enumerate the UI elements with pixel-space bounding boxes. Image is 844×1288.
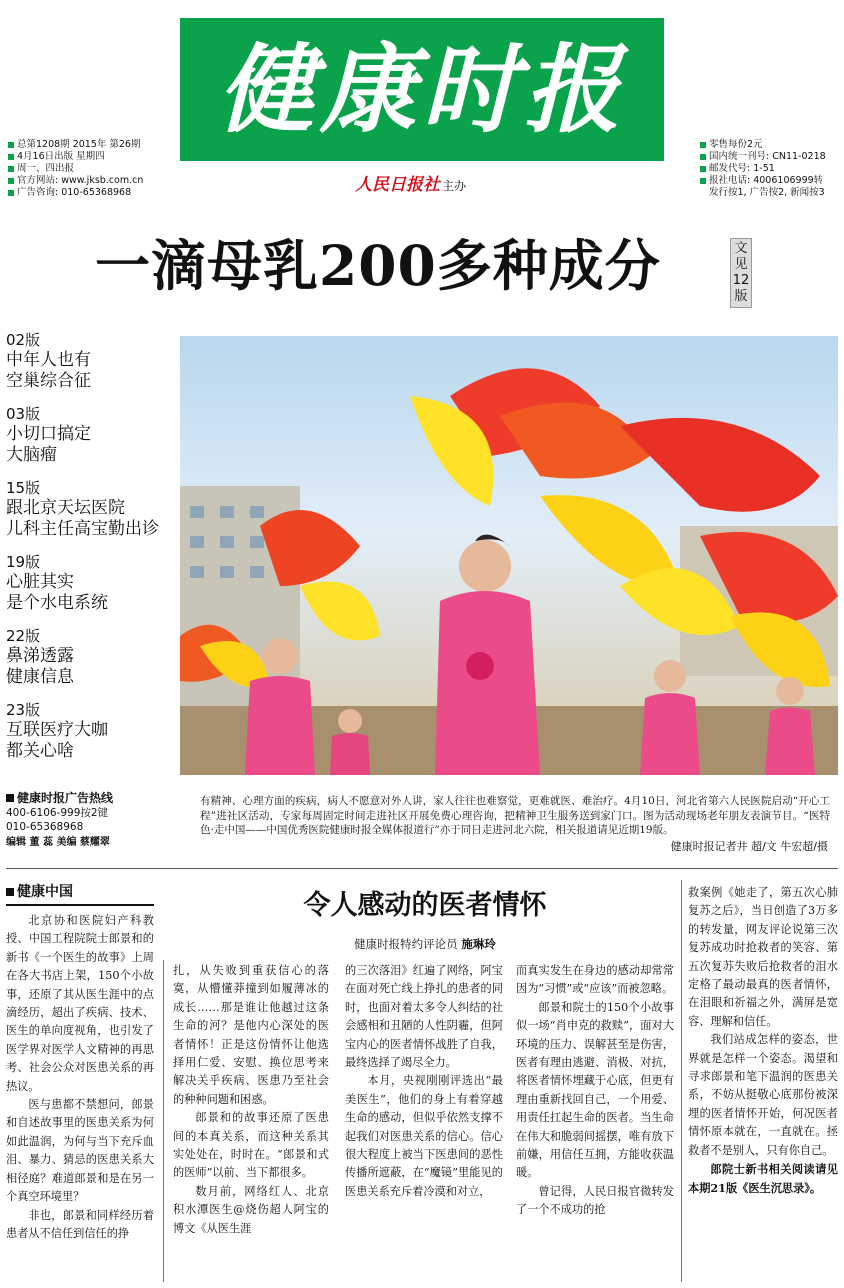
bullet-square-icon [700, 166, 706, 172]
paragraph: 郎景和院士的150个小故事似一场“肖申克的救赎”，面对大环境的压力、误解甚至是伤害，医者有理由逃避、消极、对抗，将医者情怀埋藏于心底，但更有理由重新找回自己，一个用爱、用责任扛起生命的医者。当生命在伟大和脆弱间摇摆，唯有放下前嫌，用信任互拥，方能收获温暖。 [516, 1000, 674, 1180]
toc-page: 02版 [6, 331, 41, 349]
toc-line: 都关心啥 [6, 741, 74, 761]
toc-line: 大脑瘤 [6, 445, 57, 465]
masthead-banner [180, 18, 664, 161]
ad-phone: 400-6106-999按2键 [6, 807, 109, 819]
toc-line: 空巢综合征 [6, 371, 91, 391]
right-info-block [700, 139, 844, 199]
bullet-square-icon [6, 794, 14, 802]
bullet-square-icon [8, 166, 14, 172]
info-line: 零售每份2元 [700, 139, 844, 151]
bullet-square-icon [8, 142, 14, 148]
toc-item[interactable] [6, 700, 178, 762]
toc-line: 小切口搞定 [6, 424, 91, 444]
paragraph: 救案例《她走了，第五次心肺复苏之后》，当日创造了3万多的转发量，网友评论说第三次复苏成功时抢救者的笑容、第五次复苏失败后抢救者的泪水定格了最动最真的医者情怀，在泪眼和祈福之外，满屏是宽容、理解和信任。 [688, 886, 838, 1028]
toc-page: 15版 [6, 479, 41, 497]
toc-line: 中年人也有 [6, 350, 91, 370]
author-name: 施琳玲 [461, 937, 496, 951]
bullet-square-icon [8, 190, 14, 196]
paragraph: 我们站成怎样的姿态，世界就是怎样一个姿态。渴望和寻求郎景和笔下温润的医患关系，不妨从挺敬心底那份被深埋的医者情怀开始，何况医者情怀原本就在，一直就在。拯救者不是别人，只有你自己。 [688, 1033, 838, 1157]
publisher-line [355, 170, 466, 195]
article-byline: 健康时报特约评论员 施琳玲 [354, 937, 496, 951]
ad-title: 健康时报广告热线 [6, 790, 178, 806]
info-line: 国内统一刊号: CN11-0218 [700, 151, 844, 163]
paragraph: 本月，央视刚刚评选出“最美医生”，他们的身上有着穿越生命的感动，但似乎依然支撑不起我们对医患关系的信心。信心很大程度上被当下医患间的恶性传播所遮蔽，在“魔镜”里能见的医患关系充斥着冷漠和对立， [345, 1074, 503, 1198]
lead-photo[interactable] [180, 336, 838, 775]
paragraph: 扎，从失败到重获信心的落寞，从懵懂莽撞到如履薄冰的成长……那是谁让他越过这条生命的河？是他内心深处的医者情怀！正是这份情怀让他选择用仁爱、安慰、换位思考来解决关乎疾病、医患乃至社会的种种问题和困惑。 [173, 964, 329, 1106]
toc-line: 互联医疗大咖 [6, 720, 108, 740]
column-divider [163, 960, 164, 1282]
toc-item[interactable] [6, 330, 178, 392]
article-column-1 [6, 912, 154, 1282]
paragraph: 数月前，网络红人、北京积水潭医生@烧伤超人阿宝的博文《从医生涯 [173, 1184, 329, 1235]
article-column-4 [516, 962, 674, 1282]
info-line: 总第1208期 2015年 第26期 [8, 139, 178, 151]
photo-credit: 健康时报记者井 超/文 牛宏超/摄 [670, 840, 828, 853]
article-column-2 [173, 962, 329, 1282]
website-line[interactable]: 官方网站: www.jksb.com.cn [8, 175, 178, 187]
info-line: 发行按1, 广告按2, 新闻按3 [709, 187, 825, 198]
ad-phone: 010-65368968 [6, 821, 84, 833]
toc-item[interactable] [6, 478, 178, 540]
paragraph: 的三次落泪》红遍了网络，阿宝在面对死亡线上挣扎的患者的同时，也面对着太多令人纠结的社会感相和丑陋的人性阴霾，但阿宝内心的医者情怀战胜了自我，最终选择了竭尽全力。 [345, 964, 503, 1070]
paragraph: 而真实发生在身边的感动却常常因为“习惯”或“应该”而被忽略。 [516, 964, 674, 996]
toc-page: 22版 [6, 627, 41, 645]
toc-item[interactable] [6, 626, 178, 688]
bullet-square-icon [6, 888, 14, 896]
bullet-square-icon [8, 154, 14, 160]
info-line: 报社电话: 4006106999转 [700, 175, 844, 187]
see-page-box[interactable]: 文见12版 [730, 238, 752, 308]
bullet-square-icon [700, 154, 706, 160]
masthead-title: 健康时报 [218, 32, 626, 146]
toc-page: 03版 [6, 405, 41, 423]
related-reading-note[interactable]: 郎院士新书相关阅读请见本期21版《医生沉思录》。 [688, 1162, 838, 1195]
editors-credit: 编辑 董 蕊 美编 蔡耀翠 [6, 837, 110, 848]
toc-line: 儿科主任高宝勤出诊 [6, 519, 159, 539]
ad-hotline-block [6, 790, 178, 850]
column-divider [681, 880, 682, 1282]
article-column-5 [688, 884, 838, 1282]
paragraph: 医与患都不禁想问，郎景和自述故事里的医患关系为何如此温润，为何与当下充斥血泪、暴力、猜忌的医患关系大相径庭？难道郎景和是在另一个真空环境里？ [6, 1098, 154, 1204]
toc-line: 心脏其实 [6, 572, 74, 592]
article-title[interactable]: 令人感动的医者情怀 [303, 890, 547, 921]
fan-dance-photo-illustration [180, 336, 838, 775]
toc-line: 鼻涕透露 [6, 646, 74, 666]
paragraph: 非也，郎景和同样经历着患者从不信任到信任的挣 [6, 1208, 154, 1240]
left-info-block [8, 139, 178, 199]
paragraph: 曾记得，人民日报官微转发了一个不成功的抢 [516, 1184, 674, 1217]
toc-line: 跟北京天坛医院 [6, 498, 125, 518]
bullet-square-icon [700, 142, 706, 148]
toc-line: 健康信息 [6, 667, 74, 687]
publisher-logo: 人民日报社 [355, 175, 440, 195]
photo-caption: 有精神、心理方面的疾病，病人不愿意对外人讲，家人往往也难察觉，更难就医、难治疗。4月10日，河北省第六人民医院启动“开心工程”进社区活动，专家每周固定时间走进社区开展免费心理咨询，把精神卫生服务送到家门口。图为活动现场老年朋友表演节目。“医特色·走中国——中国优秀医院健康时报全媒体报道行”亦于同日走进河北六院，相关报道请见近期19版。 [200, 795, 830, 836]
paragraph: 北京协和医院妇产科教授、中国工程院院士郎景和的新书《一个医生的故事》上周在各大书店上架，150个小故事，还原了其从医生涯中的点滴经历，超出了疾病、技术、医生的单向度视角，也引发了医学界对医学人文精神的再思考、社会公众对医患关系的再热议。 [6, 914, 154, 1093]
main-headline[interactable]: 一滴母乳200多种成分 [95, 233, 661, 298]
paragraph: 郎景和的故事还原了医患间的本真关系，而这种关系其实处处在，时时在。“郎景和式的医师”以前、当下都很多。 [173, 1111, 329, 1180]
toc-item[interactable] [6, 552, 178, 614]
toc-line: 是个水电系统 [6, 593, 108, 613]
toc-item[interactable] [6, 404, 178, 466]
bullet-square-icon [8, 178, 14, 184]
info-line: 4月16日出版 星期四 [8, 151, 178, 163]
publisher-suffix: 主办 [442, 179, 467, 193]
section-header: 健康中国 [6, 884, 154, 906]
toc-page: 23版 [6, 701, 41, 719]
article-column-3 [345, 962, 503, 1282]
toc-page: 19版 [6, 553, 41, 571]
info-line: 邮发代号: 1-51 [700, 163, 844, 175]
table-of-contents [6, 330, 178, 774]
info-line: 广告咨询: 010-65368968 [8, 187, 178, 199]
bullet-square-icon [700, 178, 706, 184]
divider [6, 868, 838, 869]
info-line: 周一、四出报 [8, 163, 178, 175]
